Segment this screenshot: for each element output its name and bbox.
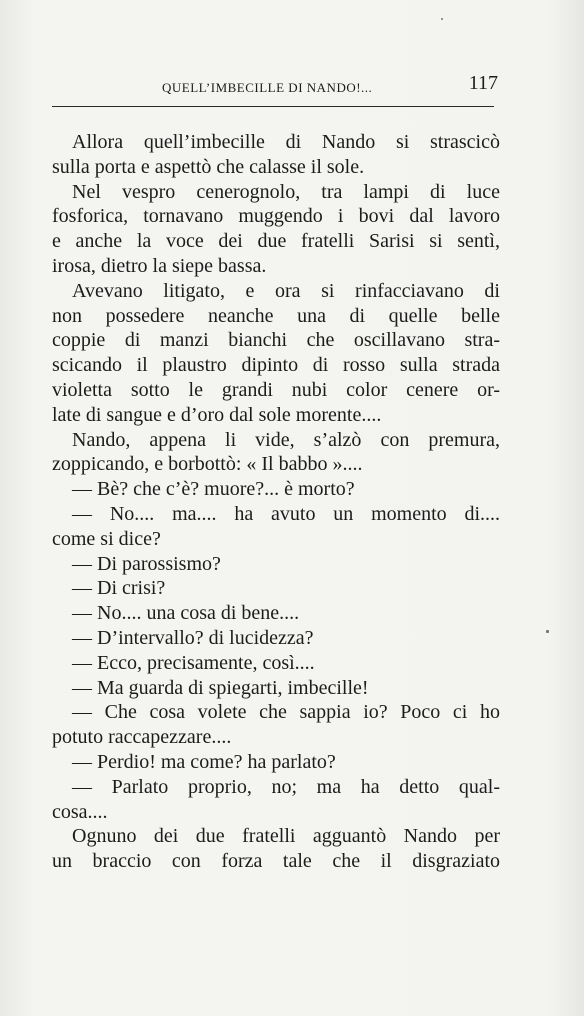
text-line: — No.... ma.... ha avuto un momento di.... xyxy=(72,502,500,525)
text-line: — Parlato proprio, no; ma ha detto qual- xyxy=(72,775,500,798)
text-line: Nando, appena li vide, s’alzò con premura, xyxy=(72,428,500,451)
text-line: — Ma guarda di spiegarti, imbecille! xyxy=(72,676,369,699)
text-line: un braccio con forza tale che il disgraziato xyxy=(52,850,500,873)
text-line: irosa, dietro la siepe bassa. xyxy=(52,254,267,277)
text-line: fosforica, tornavano muggendo i bovi dal lavoro xyxy=(52,205,500,228)
text-line: Avevano litigato, e ora si rinfacciavano di xyxy=(72,279,500,302)
text-line: — No.... una cosa di bene.... xyxy=(72,602,300,625)
text-line: zoppicando, e borbottò: « Il babbo ».... xyxy=(52,453,363,476)
text-line: Allora quell’imbecille di Nando si strascicò xyxy=(72,131,500,153)
paper-speck xyxy=(441,18,443,20)
text-line: coppie di manzi bianchi che oscillavano stra- xyxy=(52,329,500,352)
text-line: late di sangue e d’oro dal sole morente.... xyxy=(52,403,382,426)
text-line: Nel vespro cenerognolo, tra lampi di luce xyxy=(72,180,500,203)
header-title: QUELL’IMBECILLE DI NANDO!... xyxy=(162,80,373,95)
header-rule xyxy=(52,106,494,107)
text-line: potuto raccapezzare.... xyxy=(52,726,232,749)
text-line: — D’intervallo? di lucidezza? xyxy=(72,626,314,649)
text-line: sulla porta e aspettò che calasse il sole. xyxy=(52,155,365,178)
paper-speck xyxy=(546,630,549,633)
text-line: violetta sotto le grandi nubi color cenere or- xyxy=(52,378,500,401)
running-head xyxy=(52,70,498,100)
text-line: e anche la voce dei due fratelli Sarisi si sentì, xyxy=(52,230,500,253)
text-line: cosa.... xyxy=(52,800,108,823)
text-line: — Ecco, precisamente, così.... xyxy=(72,651,315,674)
text-line: — Di crisi? xyxy=(72,577,166,600)
body-text xyxy=(52,130,500,874)
text-line: scicando il plaustro dipinto di rosso sulla strada xyxy=(52,354,500,377)
page-number: 117 xyxy=(468,72,498,94)
text-line: — Di parossismo? xyxy=(72,552,221,575)
text-line: — Che cosa volete che sappia io? Poco ci ho xyxy=(72,701,500,724)
text-line: non possedere neanche una di quelle belle xyxy=(52,304,500,327)
text-line: come si dice? xyxy=(52,527,161,550)
text-line: Ognuno dei due fratelli agguantò Nando per xyxy=(72,825,500,848)
text-line: — Bè? che c’è? muore?... è morto? xyxy=(72,478,355,501)
text-line: — Perdio! ma come? ha parlato? xyxy=(72,750,336,773)
